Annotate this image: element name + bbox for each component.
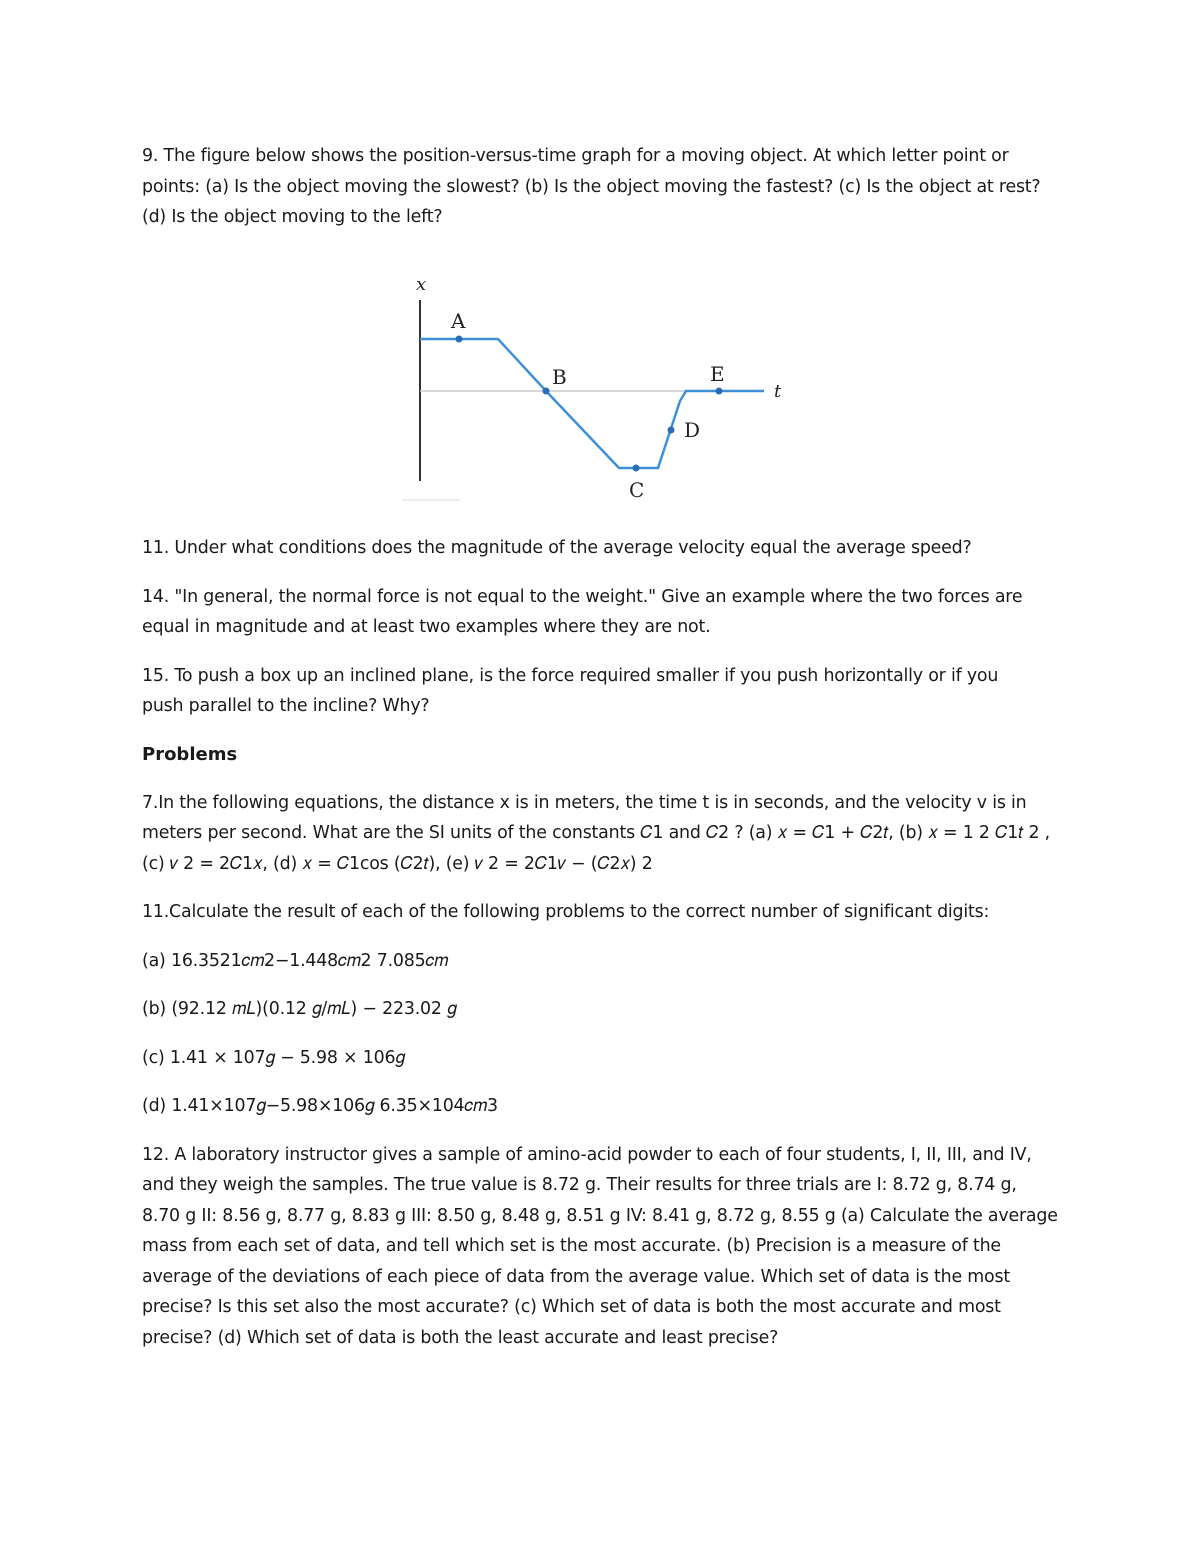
- question-11: 11. Under what conditions does the magnitude of the average velocity equal the average speed?: [142, 538, 972, 558]
- point-d-marker: [668, 427, 675, 434]
- question-15: 15. To push a box up an inclined plane, is the force required smaller if you push horizontally or if you push parallel to the incline? Why?: [142, 665, 999, 716]
- problem-12-line-1: 12. A laboratory instructor gives a sample of amino-acid powder to each of four students, I, II, III, and IV,: [142, 1144, 1032, 1165]
- problem-12: [142, 1140, 1062, 1354]
- problems-heading: Problems: [142, 743, 238, 765]
- point-c-label: C: [629, 478, 645, 502]
- problem-12-line-7: precise? (d) Which set of data is both the least accurate and least precise?: [142, 1327, 779, 1348]
- problem-11-a: (a) 16.3521𝑐𝑚2−1.448𝑐𝑚2 7.085𝑐𝑚: [142, 950, 449, 971]
- y-axis-label: x: [416, 275, 427, 295]
- point-a-marker: [456, 336, 463, 343]
- problem-11-c: (c) 1.41 × 107𝑔 − 5.98 × 106𝑔: [142, 1047, 405, 1068]
- question-9: 9. The figure below shows the position-versus-time graph for a moving object. At which letter point or points: (a) Is the object moving the slowest? (b) Is the object moving the fastest? (c) Is the object at rest? (d) Is the object moving to the left?: [142, 146, 1041, 227]
- problem-12-line-2: and they weigh the samples. The true value is 8.72 g. Their results for three trials are I: 8.72 g, 8.74 g,: [142, 1175, 1017, 1195]
- point-e-label: E: [710, 362, 725, 386]
- problem-11-b: (b) (92.12 𝑚𝐿)(0.12 𝑔/𝑚𝐿) − 223.02 𝑔: [142, 999, 457, 1019]
- point-e-marker: [716, 388, 723, 395]
- problem-7-line-2: meters per second. What are the SI units of the constants 𝐶1 and 𝐶2 ? (a) 𝑥 = 𝐶1 + 𝐶2𝑡, (b) 𝑥 = 1 2 𝐶1𝑡 2 ,: [142, 823, 1050, 843]
- document-body: [142, 141, 1062, 233]
- problem-7-line-3: (c) 𝑣 2 = 2𝐶1𝑥, (d) 𝑥 = 𝐶1cos (𝐶2𝑡), (e) 𝑣 2 = 2𝐶1𝑣 − (𝐶2𝑥) 2: [142, 853, 653, 874]
- point-b-marker: [543, 388, 550, 395]
- problem-11-intro: 11.Calculate the result of each of the following problems to the correct number of significant digits:: [142, 902, 990, 922]
- problem-12-line-4: mass from each set of data, and tell which set is the most accurate. (b) Precision is a measure of the: [142, 1236, 1001, 1256]
- problem-11-d: (d) 1.41×107𝑔−5.98×106𝑔 6.35×104𝑐𝑚3: [142, 1096, 498, 1116]
- problem-12-line-6: precise? Is this set also the most accurate? (c) Which set of data is both the most accurate and most: [142, 1297, 1001, 1317]
- point-b-label: B: [552, 365, 567, 389]
- problem-7-line-1: 7.In the following equations, the distance x is in meters, the time t is in seconds, and the velocity v is in: [142, 792, 1027, 813]
- position-curve: [420, 339, 764, 468]
- x-axis-label: t: [774, 381, 782, 402]
- point-a-label: A: [451, 309, 466, 333]
- document-body-continued: [142, 533, 1062, 1353]
- position-time-graph: [390, 275, 810, 525]
- graph-svg: [390, 275, 810, 525]
- problem-12-line-3: 8.70 g II: 8.56 g, 8.77 g, 8.83 g III: 8.50 g, 8.48 g, 8.51 g IV: 8.41 g, 8.72 g, 8.55 g (a) Calculate the average: [142, 1205, 1058, 1226]
- problem-12-line-5: average of the deviations of each piece of data from the average value. Which set of data is the most: [142, 1266, 1010, 1287]
- question-14: 14. "In general, the normal force is not equal to the weight." Give an example where the two forces are equal in magnitude and at least two examples where they are not.: [142, 586, 1023, 637]
- problem-7: [142, 788, 1062, 880]
- point-c-marker: [633, 465, 640, 472]
- point-d-label: D: [684, 418, 701, 442]
